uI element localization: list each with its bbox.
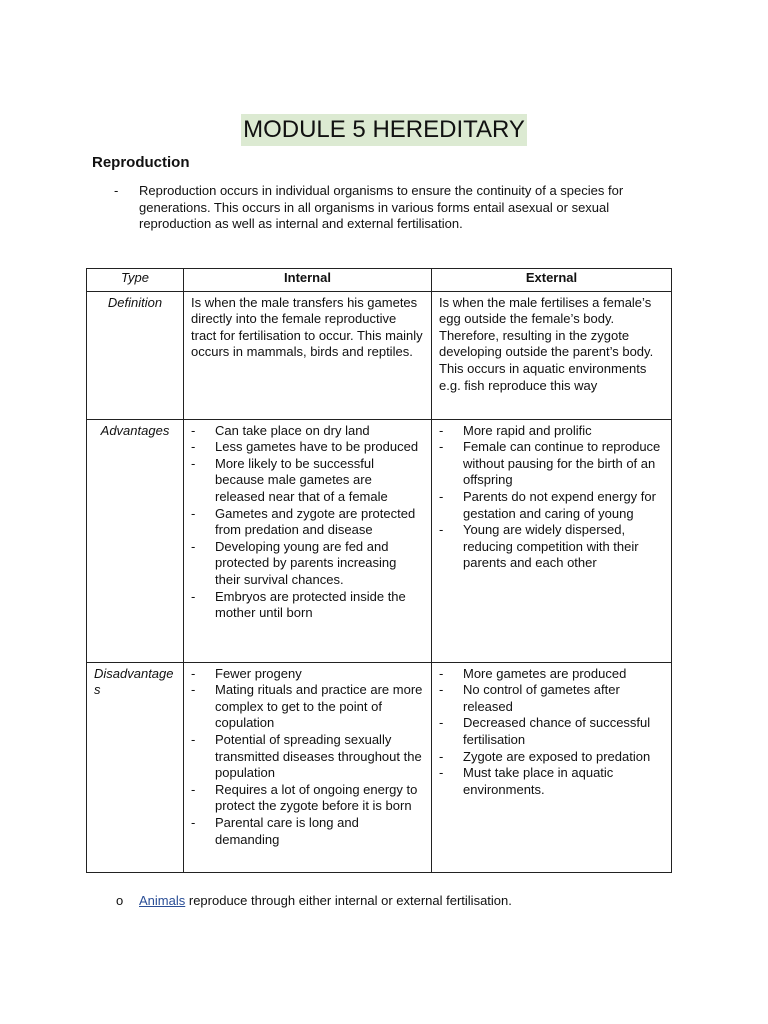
dash-marker: -	[191, 588, 196, 604]
dash-marker: -	[191, 422, 196, 438]
list-item	[191, 815, 424, 848]
advantages-external-list	[439, 423, 664, 572]
list-item-text: More rapid and prolific	[463, 422, 592, 438]
list-item	[439, 765, 664, 798]
dash-marker: -	[191, 814, 196, 830]
table-header-row	[87, 269, 672, 292]
list-item	[191, 682, 424, 732]
dash-marker: -	[439, 765, 444, 781]
list-item	[191, 506, 424, 539]
list-item-text: More likely to be successful because male gametes are released near that of a female	[215, 455, 388, 504]
disadvantages-internal-list	[191, 666, 424, 849]
table-row-advantages	[87, 419, 672, 662]
circle-bullet: o	[116, 893, 124, 908]
row-label-definition: Definition	[87, 291, 184, 419]
advantages-internal-list	[191, 423, 424, 622]
intro-text: Reproduction occurs in individual organisms to ensure the continuity of a species for generations. This occurs in all organisms in various forms entail asexual or sexual reproduction as well as internal and external fertilisation.	[139, 183, 624, 232]
definition-external: Is when the male fertilises a female’s egg outside the female’s body. Therefore, resulting in the zygote developing outside the parent’s body. This occurs in aquatic environments e.g. fish reproduce this way	[432, 291, 672, 419]
list-item-text: Parental care is long and demanding	[215, 814, 359, 847]
list-item	[439, 522, 664, 572]
list-item	[439, 423, 664, 440]
list-item	[439, 715, 664, 748]
footer-text	[139, 893, 512, 909]
dash-marker: -	[114, 183, 119, 198]
disadvantages-external	[432, 662, 672, 872]
list-item-text: Less gametes have to be produced	[215, 439, 419, 455]
section-heading: Reproduction	[92, 154, 190, 171]
list-item	[191, 732, 424, 782]
list-item	[439, 682, 664, 715]
dash-marker: -	[191, 538, 196, 554]
dash-marker: -	[439, 422, 444, 438]
list-item-text: Embryos are protected inside the mother until born	[215, 588, 406, 621]
disadvantages-internal	[184, 662, 432, 872]
dash-marker: -	[191, 731, 196, 747]
list-item	[191, 589, 424, 622]
list-item-text: Parents do not expend energy for gestation and caring of young	[463, 488, 656, 521]
list-item-text: Decreased chance of successful fertilisation	[463, 715, 651, 747]
header-external: External	[432, 269, 672, 292]
title-container	[0, 114, 768, 146]
dash-marker: -	[439, 715, 444, 731]
list-item	[191, 439, 424, 456]
row-label-advantages: Advantages	[87, 419, 184, 662]
advantages-internal	[184, 419, 432, 662]
list-item	[439, 489, 664, 522]
list-item	[191, 666, 424, 683]
dash-marker: -	[439, 748, 444, 764]
list-item-text: No control of gametes after released	[463, 682, 620, 714]
dash-marker: -	[191, 455, 196, 471]
dash-marker: -	[191, 439, 196, 455]
footer-bullet	[116, 893, 512, 909]
row-label-disadvantages: Disadvantages	[87, 662, 184, 872]
intro-paragraph	[114, 183, 674, 233]
dash-marker: -	[439, 522, 444, 538]
table-row-disadvantages	[87, 662, 672, 872]
list-item	[439, 666, 664, 683]
list-item-text: More gametes are produced	[463, 665, 627, 681]
fertilisation-comparison-table	[86, 268, 672, 873]
list-item-text: Young are widely dispersed, reducing competition with their parents and each other	[463, 522, 639, 571]
page-title: MODULE 5 HEREDITARY	[241, 114, 527, 146]
dash-marker: -	[439, 439, 444, 455]
definition-internal: Is when the male transfers his gametes directly into the female reproductive tract for fertilisation to occur. This mainly occurs in mammals, birds and reptiles.	[184, 291, 432, 419]
list-item	[191, 782, 424, 815]
table-row-definition	[87, 291, 672, 419]
header-type: Type	[87, 269, 184, 292]
dash-marker: -	[439, 682, 444, 698]
disadvantages-external-list	[439, 666, 664, 799]
list-item-text: Zygote are exposed to predation	[463, 748, 651, 764]
list-item	[191, 423, 424, 440]
dash-marker: -	[439, 488, 444, 504]
list-item	[439, 439, 664, 489]
list-item	[439, 749, 664, 766]
list-item	[191, 456, 424, 506]
dash-marker: -	[439, 665, 444, 681]
list-item-text: Mating rituals and practice are more complex to get to the point of copulation	[215, 682, 423, 731]
dash-marker: -	[191, 781, 196, 797]
list-item-text: Fewer progeny	[215, 665, 302, 681]
list-item-text: Female can continue to reproduce without pausing for the birth of an offspring	[463, 439, 661, 488]
list-item-text: Must take place in aquatic environments.	[463, 765, 614, 797]
list-item	[191, 539, 424, 589]
animals-link[interactable]: Animals	[139, 893, 186, 908]
footer-sentence: reproduce through either internal or external fertilisation.	[185, 893, 512, 908]
list-item-text: Gametes and zygote are protected from predation and disease	[215, 505, 416, 538]
header-internal: Internal	[184, 269, 432, 292]
advantages-external	[432, 419, 672, 662]
list-item-text: Developing young are fed and protected by parents increasing their survival chances.	[215, 538, 397, 587]
list-item-text: Can take place on dry land	[215, 422, 370, 438]
list-item-text: Potential of spreading sexually transmitted diseases throughout the population	[215, 731, 422, 781]
dash-marker: -	[191, 505, 196, 521]
dash-marker: -	[191, 682, 196, 698]
dash-marker: -	[191, 665, 196, 681]
list-item-text: Requires a lot of ongoing energy to protect the zygote before it is born	[215, 781, 418, 814]
